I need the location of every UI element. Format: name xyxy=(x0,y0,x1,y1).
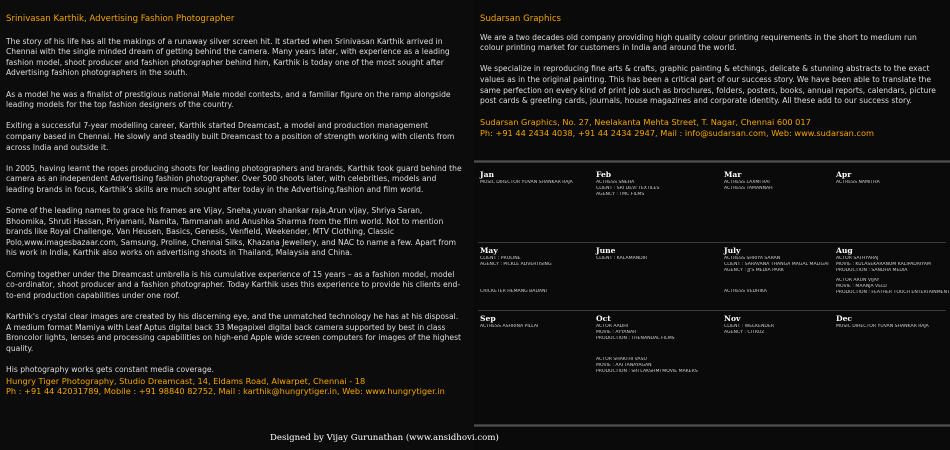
month-entry: PRODUCTION : SRI LAKSHMI MOVIE MAKERS xyxy=(596,369,698,374)
month-entry: ACTRESS NAMITHA xyxy=(836,180,880,185)
month-entry: ACTRESS TAMANNAH xyxy=(724,186,773,191)
month-aug xyxy=(836,246,950,296)
month-entry: ACTRESS VEDHIKA xyxy=(724,289,767,294)
month-entry: MUSIC DIRECTOR YUVAN SHANKAR RAJA xyxy=(836,324,929,329)
month-entry: CLIENT : WEEKENDER xyxy=(724,324,775,329)
month-entry: CLIENT : KALAMANDIR xyxy=(596,256,648,261)
month-nov xyxy=(724,314,840,336)
month-entry: ACTOR SATHYARAJ xyxy=(836,256,879,261)
month-entry: ACTOR SHAKTHI VASU xyxy=(596,357,647,362)
month-jun xyxy=(596,246,712,262)
sudarsan-panel xyxy=(474,0,950,450)
month-entry: MOVIE : AATTANAYAGAN xyxy=(596,363,652,368)
month-name: Feb xyxy=(596,170,612,179)
month-entry: AGENCY : CITRUZ xyxy=(724,330,765,335)
month-name: Oct xyxy=(596,314,611,323)
sudarsan-contact: Ph: +91 44 2434 4038, +91 44 2434 2947, Mail : info@sudarsan.com, Web: www.sudarsan.com xyxy=(480,128,874,139)
month-entry: MUSIC DIRECTOR YUVAN SHANKAR RAJA xyxy=(480,180,573,185)
month-dec xyxy=(836,314,950,330)
karthik-paragraph: As a model he was a finalist of prestigious national Male model contests, and a familiar figure on the ramp alongside leading models for the top fashion designers of the country. xyxy=(6,89,451,110)
karthik-paragraph: In 2005, having learnt the ropes producing shoots for leading photographers and brands, Karthik took guard behind the camera as an independent Advertising fashion photographer. Over 500 shoots later, with celebrities, models and leading brands in focus, Karthik's skills are much sought after today in the Advertising,fashion and film world. xyxy=(6,163,462,194)
month-name: Apr xyxy=(836,170,852,179)
calendar-grid xyxy=(474,166,950,424)
month-sep xyxy=(480,314,596,330)
karthik-paragraph: The story of his life has all the makings of a runaway silver screen hit. It started when Srinivasan Karthik arrived in Chennai with the single minded dream of getting behind the camera. Many years later, with experience as a leading fashion model, shoot producer and fashion photographer behind him, Karthik is today one of the most sought after Advertising fashion photographers in the south. xyxy=(6,36,450,78)
month-may xyxy=(480,246,596,295)
row-divider xyxy=(478,310,946,311)
month-entry: ACTRESS LAXMI RAI xyxy=(724,180,770,185)
month-entry: ACTRESS SNEHA xyxy=(596,180,635,185)
karthik-panel xyxy=(0,0,474,450)
month-entry: CLIENT : SRI DEVI TEXTILES xyxy=(596,186,660,191)
karthik-contact: Ph : +91 44 42031789, Mobile : +91 98840 82752, Mail : karthik@hungrytiger.in, Web: www.hungrytiger.in xyxy=(6,386,445,397)
month-name: Jan xyxy=(480,170,495,179)
month-entry: CLIENT : SARAVANA THANGA MAGAL MALIGAI xyxy=(724,262,829,267)
divider-band xyxy=(474,424,950,427)
divider-band xyxy=(474,160,950,163)
month-jul xyxy=(724,246,840,295)
month-entry: CLIENT : PROLINE xyxy=(480,256,521,261)
month-entry: ACTRESS ASHRINA PILLAI xyxy=(480,324,539,329)
month-entry: PRODUCTION : FEATHER TOUCH ENTERTAINMENT xyxy=(836,290,950,295)
sudarsan-title: Sudarsan Graphics xyxy=(480,14,562,24)
month-entry: ACTOR ARUN VIJAY xyxy=(836,278,880,283)
month-apr xyxy=(836,170,950,186)
karthik-paragraph: Karthik's crystal clear images are created by his discerning eye, and the unmatched technology he has at his disposal. A medium format Mamiya with Leaf Aptus digital back 33 Megapixel digital back camera supported by best in class Broncolor lights, lenses and processing capabilities on high-end Apple wide screen computers for images of the highest quality. xyxy=(6,312,462,353)
karthik-paragraph: Exiting a successful 7-year modelling career, Karthik started Dreamcast, a model and production management company based in Chennai. He slowly and steadily built Dreamcast to a position of strength working with clients from across India and outside it. xyxy=(6,121,455,152)
karthik-address: Hungry Tiger Photography, Studio Dreamcast, 14, Eldams Road, Alwarpet, Chennai - 18 xyxy=(6,375,366,386)
month-jan xyxy=(480,170,596,186)
month-name: May xyxy=(480,246,498,255)
month-entry: CRICKETER HEMANG BADANI xyxy=(480,289,547,294)
month-oct xyxy=(596,314,712,375)
month-mar xyxy=(724,170,840,192)
month-entry: PRODUCTION : THENANDAL FILMS xyxy=(596,336,675,341)
month-feb xyxy=(596,170,712,198)
sudarsan-paragraph: We are a two decades old company providing high quality colour printing requirements in the short to medium run colour printing market for customers in India and around the world. xyxy=(480,32,917,53)
month-name: Dec xyxy=(836,314,853,323)
month-entry: MOVIE : KULASEKARANUM KALIPADAIYAM xyxy=(836,262,931,267)
month-entry: PRODUCTION : SANDHA MEDIA xyxy=(836,268,908,273)
month-entry: AGENCY : TMC FILMS xyxy=(596,192,645,197)
month-name: Aug xyxy=(836,246,853,255)
month-name: June xyxy=(596,246,616,255)
row-divider xyxy=(478,242,946,243)
month-entry: AGENCY : PICKLE ADVERTISING xyxy=(480,262,552,267)
month-entry: MOVIE : MAANJA VELU xyxy=(836,284,887,289)
sudarsan-address: Sudarsan Graphics, No. 27, Neelakanta Mehta Street, T. Nagar, Chennai 600 017 xyxy=(480,117,811,128)
karthik-paragraph: Some of the leading names to grace his frames are Vijay, Sneha,yuvan shankar raja,Arun vijay, Shriya Saran, Bhoomika, Shruti Hassan, Priyamani, Namita, Tammanah and Anushka Sharma from the film world. Not to mention brands like Royal Challenge, Van Heusen, Basics, Genesis, Venfield, Weekender, MTV Clothing, Classic Polo,www.imagesbazaar.com, Samsung, Proline, Chennai Silks, Khazana Jewellery, and NAC to name a few. Apart from his work in India, Karthik also works on advertising shoots in Thailand, Malaysia and China. xyxy=(6,206,457,258)
month-name: Nov xyxy=(724,314,741,323)
month-entry: ACTRESS SHRIYA SARAN xyxy=(724,256,781,261)
sudarsan-paragraph: We specialize in reproducing fine arts & crafts, graphic painting & etchings, delicate & stunning abstracts to the exact values as in the original painting. This has been a critical part of our success story. We have been able to translate the same perfection on every kind of print job such as brochures, folders, posters, books, annual reports, calendars, picture post cards & greeting cards, journals, house magazines and corporate identity. All these add to our success story. xyxy=(480,64,936,106)
month-entry: AGENCY : JJ'S MEDIA PARK xyxy=(724,268,784,273)
karthik-title: Srinivasan Karthik, Advertising Fashion Photographer xyxy=(6,14,235,24)
sudarsan-section xyxy=(480,14,942,139)
month-entry: MOVIE : AYYANAR xyxy=(596,330,637,335)
month-name: Sep xyxy=(480,314,496,323)
month-entry: ACTOR AADHI xyxy=(596,324,629,329)
month-name: Mar xyxy=(724,170,742,179)
designer-credit: Designed by Vijay Gurunathan (www.ansidhovi.com) xyxy=(270,433,499,443)
month-name: July xyxy=(724,246,741,255)
karthik-paragraph: Coming together under the Dreamcast umbrella is his cumulative experience of 15 years – as a fashion model, model co-ordinator, shoot producer and a fashion photographer. Today Karthik uses this experience to provide his clients end-to-end production capabilities under one roof. xyxy=(6,269,461,300)
karthik-paragraph: His photography works gets constant media coverage. xyxy=(6,365,214,374)
